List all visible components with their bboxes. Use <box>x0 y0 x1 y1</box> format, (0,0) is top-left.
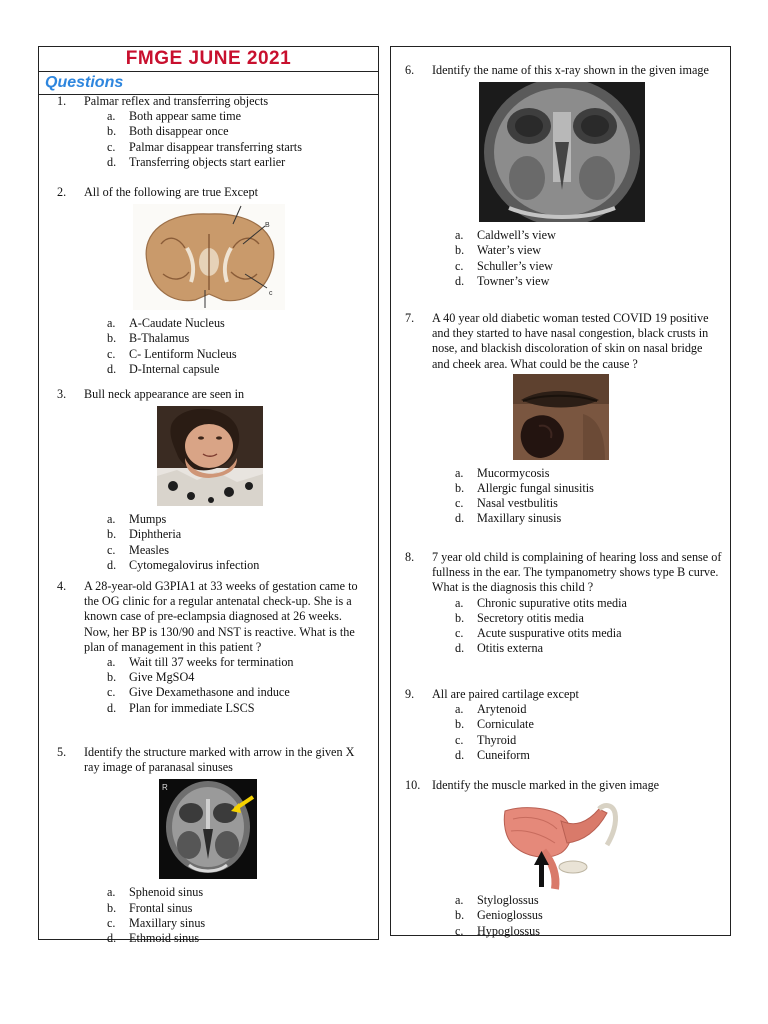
option-letter: b. <box>455 481 465 496</box>
question-number: 5. <box>57 745 67 759</box>
option-letter: a. <box>107 885 116 900</box>
sinus-xray-image <box>159 779 257 879</box>
option-item <box>107 331 367 346</box>
question-number: 1. <box>57 94 67 108</box>
option-text: Styloglossus <box>477 893 539 908</box>
option-letter: d. <box>107 700 117 715</box>
option-letter: a. <box>455 702 464 717</box>
bull-neck-illustration <box>157 406 263 506</box>
option-text: Cuneiform <box>477 747 530 762</box>
option-item <box>107 512 367 527</box>
bull-neck-photo <box>157 406 263 506</box>
question-text: Palmar reflex and transferring objects <box>84 94 269 108</box>
mucormycosis-photo <box>513 374 609 460</box>
option-item <box>107 901 367 916</box>
question-text: Identify the structure marked with arrow in the given X ray image of paranasal sinuses <box>84 745 355 775</box>
option-letter: b. <box>107 527 117 542</box>
option-item <box>107 316 367 331</box>
option-letter: c. <box>455 496 464 511</box>
option-item <box>107 701 367 716</box>
option-item <box>455 733 723 748</box>
option-letter: d. <box>455 273 465 288</box>
question-number: 10. <box>405 778 421 792</box>
option-letter: c. <box>107 685 116 700</box>
option-text: Towner’s view <box>477 273 550 288</box>
option-item <box>107 670 367 685</box>
option-letter: b. <box>107 124 117 139</box>
question-9 <box>405 687 723 763</box>
option-letter: c. <box>107 542 116 557</box>
option-letter: d. <box>455 511 465 526</box>
option-item <box>107 685 367 700</box>
question-text: Identify the muscle marked in the given image <box>432 778 660 792</box>
option-letter: b. <box>455 908 465 923</box>
option-item <box>107 885 367 900</box>
option-text: C- Lentiform Nucleus <box>129 346 237 361</box>
option-item <box>455 893 723 908</box>
option-item <box>107 558 367 573</box>
option-letter: a. <box>107 655 116 670</box>
option-letter: a. <box>455 893 464 908</box>
option-item <box>455 259 723 274</box>
option-text: Corniculate <box>477 717 534 732</box>
question-text: Identify the name of this x-ray shown in the given image <box>432 63 709 77</box>
question-5 <box>57 745 367 946</box>
option-item <box>107 655 367 670</box>
option-text: B-Thalamus <box>129 331 190 346</box>
option-item <box>107 916 367 931</box>
option-item <box>455 511 723 526</box>
question-number: 6. <box>405 63 415 77</box>
option-letter: c. <box>455 626 464 641</box>
option-text: Frontal sinus <box>129 900 193 915</box>
option-item <box>455 596 723 611</box>
option-text: Both appear same time <box>129 109 242 124</box>
option-letter: d. <box>455 747 465 762</box>
option-letter: d. <box>107 557 117 572</box>
option-item <box>455 274 723 289</box>
option-item <box>455 626 723 641</box>
image-label-c: c <box>269 290 273 298</box>
question-4 <box>57 579 367 716</box>
option-item <box>107 362 367 377</box>
question-number: 4. <box>57 579 67 593</box>
section-title: Questions <box>39 72 378 95</box>
brain-section-illustration <box>133 204 285 310</box>
option-item <box>455 641 723 656</box>
option-item <box>455 748 723 763</box>
question-text: All of the following are true Except <box>84 185 258 199</box>
image-label-b: B <box>265 222 270 230</box>
option-text: Mucormycosis <box>477 465 550 480</box>
option-text: Nasal vestbulitis <box>477 496 558 511</box>
option-text: Otitis externa <box>477 641 543 656</box>
question-number: 3. <box>57 387 67 401</box>
option-item <box>455 702 723 717</box>
option-item <box>107 140 367 155</box>
option-item <box>455 496 723 511</box>
option-letter: a. <box>455 595 464 610</box>
option-text: Plan for immediate LSCS <box>129 700 255 715</box>
option-letter: b. <box>107 670 117 685</box>
question-text: All are paired cartilage except <box>432 687 579 701</box>
option-item <box>455 908 723 923</box>
right-column <box>390 46 731 936</box>
tongue-muscle-illustration <box>503 801 621 891</box>
option-text: Cytomegalovirus infection <box>129 557 260 572</box>
option-item <box>107 931 367 946</box>
option-letter: b. <box>107 900 117 915</box>
option-letter: c. <box>107 346 116 361</box>
option-text: Give MgSO4 <box>129 670 195 685</box>
option-text: Wait till 37 weeks for termination <box>129 655 294 670</box>
question-8 <box>405 550 723 656</box>
option-item <box>455 466 723 481</box>
option-text: Thyroid <box>477 732 517 747</box>
option-item <box>107 347 367 362</box>
option-text: Secretory otitis media <box>477 610 584 625</box>
brain-section-image <box>133 204 285 310</box>
option-text: Measles <box>129 542 169 557</box>
option-text: Chronic supurative otits media <box>477 595 627 610</box>
option-text: Allergic fungal sinusitis <box>477 481 594 496</box>
xray-corner-label: R <box>162 783 168 793</box>
option-text: D-Internal capsule <box>129 361 220 376</box>
option-text: Acute suspurative otits media <box>477 626 622 641</box>
skull-xray-illustration <box>479 82 645 222</box>
question-1 <box>57 94 367 170</box>
option-text: Maxillary sinus <box>129 915 206 930</box>
question-7 <box>405 311 723 527</box>
question-number: 2. <box>57 185 67 199</box>
option-item <box>107 109 367 124</box>
option-letter: c. <box>455 923 464 938</box>
option-item <box>107 527 367 542</box>
option-text: Arytenoid <box>477 702 527 717</box>
option-letter: a. <box>107 512 116 527</box>
option-text: Ethmoid sinus <box>129 931 200 946</box>
question-text: Bull neck appearance are seen in <box>84 387 245 401</box>
option-letter: c. <box>107 915 116 930</box>
option-text: Transferring objects start earlier <box>129 154 286 169</box>
option-item <box>455 717 723 732</box>
option-letter: b. <box>455 610 465 625</box>
option-letter: d. <box>107 931 117 946</box>
option-text: Both disappear once <box>129 124 229 139</box>
tongue-muscle-image <box>503 801 621 891</box>
option-letter: a. <box>455 228 464 243</box>
option-letter: d. <box>107 154 117 169</box>
option-letter: c. <box>455 732 464 747</box>
question-6 <box>405 63 723 289</box>
option-item <box>455 481 723 496</box>
option-item <box>455 611 723 626</box>
question-number: 9. <box>405 687 415 701</box>
option-item <box>455 924 723 939</box>
option-text: A-Caudate Nucleus <box>129 316 225 331</box>
option-letter: d. <box>455 641 465 656</box>
exam-title: FMGE JUNE 2021 <box>39 47 378 72</box>
option-text: Caldwell’s view <box>477 228 556 243</box>
option-letter: a. <box>455 465 464 480</box>
option-item <box>455 228 723 243</box>
question-3 <box>57 387 367 573</box>
question-10 <box>405 778 723 939</box>
option-text: Hypoglossus <box>477 923 540 938</box>
option-text: Schuller’s view <box>477 258 553 273</box>
question-number: 8. <box>405 550 415 564</box>
question-text: 7 year old child is complaining of hearing loss and sense of fullness in the ear. The tympanometry shows type B curve. What is the diagnosis this child ? <box>432 550 722 595</box>
question-2 <box>57 185 367 377</box>
mucormycosis-illustration <box>513 374 609 460</box>
option-text: Sphenoid sinus <box>129 885 204 900</box>
option-item <box>107 543 367 558</box>
option-letter: a. <box>107 109 116 124</box>
option-item <box>455 243 723 258</box>
option-letter: b. <box>455 243 465 258</box>
option-letter: b. <box>455 717 465 732</box>
option-item <box>107 155 367 170</box>
option-letter: b. <box>107 331 117 346</box>
option-letter: c. <box>455 258 464 273</box>
option-text: Give Dexamethasone and induce <box>129 685 290 700</box>
question-text: A 40 year old diabetic woman tested COVID 19 positive and they started to have nasal congestion, black crusts in nose, and blackish discoloration of skin on nasal bridge and cheek area. What could be the cause ? <box>432 311 709 371</box>
option-item <box>107 124 367 139</box>
option-letter: a. <box>107 316 116 331</box>
option-text: Genioglossus <box>477 908 543 923</box>
skull-xray-image <box>479 82 645 222</box>
option-text: Mumps <box>129 512 167 527</box>
option-text: Water’s view <box>477 243 542 258</box>
option-text: Palmar disappear transferring starts <box>129 139 302 154</box>
question-text: A 28-year-old G3PIA1 at 33 weeks of gestation came to the OG clinic for a regular antenatal check-up. She is a known case of pre-eclampsia diagnosed at 26 weeks. Now, her BP is 130/90 and NST is reactive. What is the plan of management in this patient ? <box>84 579 358 654</box>
option-letter: d. <box>107 361 117 376</box>
option-letter: c. <box>107 139 116 154</box>
option-text: Maxillary sinusis <box>477 511 562 526</box>
left-column <box>38 46 379 946</box>
question-number: 7. <box>405 311 415 325</box>
option-text: Diphtheria <box>129 527 182 542</box>
sinus-xray-illustration <box>159 779 257 879</box>
